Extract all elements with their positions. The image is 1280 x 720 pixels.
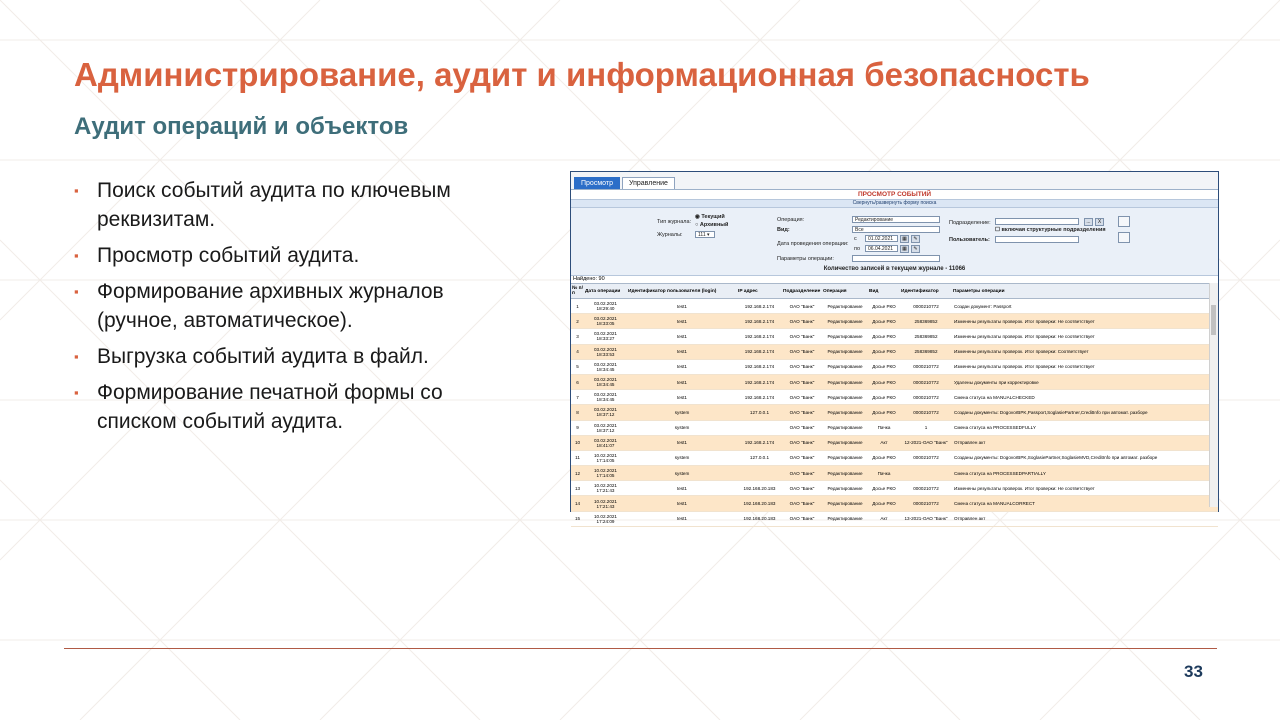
table-cell: ОАО "Банк" xyxy=(789,318,815,324)
table-cell: Досье РКО xyxy=(872,455,896,461)
table-cell: 8 xyxy=(576,409,579,415)
journals-select[interactable]: 111 ▾ xyxy=(695,231,715,238)
found-count: Найдено: 90 xyxy=(571,276,1218,283)
table-cell: Редактирование xyxy=(827,470,863,476)
cell-date: 03.02.2021 xyxy=(594,422,617,428)
table-cell: 192.168.2.174 xyxy=(744,333,775,339)
table-cell: 192.168.2.174 xyxy=(744,318,775,324)
table-cell xyxy=(584,392,627,402)
table-cell: 258369852 xyxy=(914,333,938,339)
cell-time: 17:14:05 xyxy=(596,457,615,463)
table-cell: Досье РКО xyxy=(872,485,896,491)
table-row[interactable] xyxy=(571,405,1218,420)
column-header[interactable]: Подразделение xyxy=(783,288,821,294)
table-cell: 192.168.20.183 xyxy=(743,485,776,491)
table-cell: ОАО "Банк" xyxy=(789,364,815,370)
table-cell: 258369852 xyxy=(914,318,938,324)
journals-label: Журналы: xyxy=(657,232,683,238)
cell-date: 03.02.2021 xyxy=(594,437,617,443)
table-cell: 192.168.2.174 xyxy=(744,303,775,309)
table-cell: Акт xyxy=(880,516,888,522)
kind-select[interactable]: Все xyxy=(852,226,940,233)
table-row[interactable] xyxy=(571,436,1218,451)
table-cell: 127.0.0.1 xyxy=(749,409,770,415)
table-cell: ОАО "Банк" xyxy=(789,516,815,522)
params-input[interactable] xyxy=(852,255,940,262)
search-form xyxy=(571,208,1218,276)
table-cell: Досье РКО xyxy=(872,303,896,309)
table-cell: Досье РКО xyxy=(872,409,896,415)
table-cell: test1 xyxy=(677,440,687,446)
cell-date: 03.02.2021 xyxy=(594,407,617,413)
column-header[interactable]: Дата операции xyxy=(585,288,621,294)
division-label: Подразделение: xyxy=(949,220,991,226)
table-cell: Изменены результаты проверок. Итог проверки: Соответствует xyxy=(954,349,1089,355)
cell-time: 18:37:12 xyxy=(596,412,615,418)
search-icon[interactable] xyxy=(1118,216,1130,227)
bullet-marker-icon: ▪ xyxy=(74,248,79,263)
table-cell: ОАО "Банк" xyxy=(789,303,815,309)
table-cell: 4 xyxy=(576,349,579,355)
table-cell: 0000210772 xyxy=(913,394,939,400)
division-input[interactable] xyxy=(995,218,1079,225)
cell-time: 17:21:43 xyxy=(596,488,615,494)
cell-date: 10.02.2021 xyxy=(594,483,617,489)
table-cell: system xyxy=(674,470,690,476)
table-cell: 12 xyxy=(574,470,581,476)
cell-time: 18:41:07 xyxy=(596,442,615,448)
cell-time: 18:33:53 xyxy=(596,351,615,357)
table-cell: Редактирование xyxy=(827,303,863,309)
table-cell: Редактирование xyxy=(827,318,863,324)
cell-time: 17:24:09 xyxy=(596,518,615,524)
table-cell: test1 xyxy=(677,333,687,339)
cell-time: 18:34:45 xyxy=(596,366,615,372)
journal-type-label: Тип журнала: xyxy=(657,219,692,225)
print-icon[interactable] xyxy=(1118,232,1130,243)
bullet-item: ▪ Формирование архивных журналов (ручное, автоматическое). xyxy=(74,277,524,335)
table-cell: 10 xyxy=(574,440,581,446)
user-select[interactable] xyxy=(995,236,1079,243)
column-header[interactable]: Идентификатор xyxy=(901,288,939,294)
table-cell: ОАО "Банк" xyxy=(789,470,815,476)
table-cell: 0000210772 xyxy=(913,303,939,309)
table-row[interactable] xyxy=(571,360,1218,375)
slide-title: Администрирование, аудит и информационная безопасность xyxy=(74,56,1090,93)
table-cell: 13 xyxy=(574,485,581,491)
table-cell xyxy=(584,453,627,463)
bullet-item: ▪ Поиск событий аудита по ключевым реквизитам. xyxy=(74,176,524,234)
table-cell: Отправлен акт xyxy=(954,440,986,446)
column-header[interactable]: № п/п xyxy=(572,286,583,296)
events-table xyxy=(571,283,1218,524)
table-cell: ОАО "Банк" xyxy=(789,440,815,446)
page-number: 33 xyxy=(1184,662,1203,681)
bullet-item: ▪ Просмотр событий аудита. xyxy=(74,241,524,270)
column-header[interactable]: Операция xyxy=(823,288,847,294)
table-cell: 192.168.2.174 xyxy=(744,440,775,446)
table-cell: ОАО "Банк" xyxy=(789,455,815,461)
table-cell: 1 xyxy=(576,303,579,309)
date-label: Дата проведения операции: xyxy=(777,241,849,247)
table-cell: test1 xyxy=(677,364,687,370)
audit-app-screenshot xyxy=(570,171,1219,524)
date-to-input[interactable]: 06.04.2021 xyxy=(865,245,898,252)
column-header[interactable]: Идентификатор пользователя (login) xyxy=(628,288,717,294)
table-cell xyxy=(584,407,627,417)
table-cell: Редактирование xyxy=(827,409,863,415)
collapse-search-form-link[interactable]: Свернуть/развернуть форму поиска xyxy=(571,199,1218,208)
table-cell: Удалены документы при корректировке xyxy=(954,379,1039,385)
table-scrollbar[interactable] xyxy=(1209,283,1218,507)
table-cell xyxy=(584,301,627,311)
slide-subtitle: Аудит операций и объектов xyxy=(74,113,409,140)
table-row[interactable] xyxy=(571,299,1218,314)
table-cell: Смена статуса на PROCESSEDPARTIALLY xyxy=(954,470,1046,476)
table-cell: test1 xyxy=(677,379,687,385)
table-cell: Досье РКО xyxy=(872,333,896,339)
table-cell xyxy=(584,423,627,433)
table-row[interactable] xyxy=(571,512,1218,527)
table-cell: 14 xyxy=(574,501,581,507)
column-header[interactable]: IP адрес xyxy=(738,288,758,294)
table-cell: 6 xyxy=(576,379,579,385)
cell-time: 17:14:05 xyxy=(596,473,615,479)
table-cell: Редактирование xyxy=(827,364,863,370)
table-cell xyxy=(584,499,627,509)
table-cell xyxy=(584,468,627,478)
table-cell xyxy=(584,316,627,326)
table-cell: Редактирование xyxy=(827,501,863,507)
table-cell: 0000210772 xyxy=(913,485,939,491)
table-cell: Пачка xyxy=(877,470,891,476)
table-cell: 7 xyxy=(576,394,579,400)
table-cell: 0000210772 xyxy=(913,409,939,415)
cell-date: 03.02.2021 xyxy=(594,377,617,383)
user-label: Пользователь: xyxy=(949,237,990,243)
table-cell: Редактирование xyxy=(827,440,863,446)
table-cell xyxy=(584,377,627,387)
cell-time: 18:33:27 xyxy=(596,336,615,342)
table-cell: Смена статуса на PROCESSEDFULLY xyxy=(954,425,1036,431)
bullet-marker-icon: ▪ xyxy=(74,183,79,198)
table-cell: 192.168.2.174 xyxy=(744,364,775,370)
table-cell: Изменены результаты проверок. Итог проверки: Не соответствует xyxy=(954,318,1095,324)
table-cell: 0000210772 xyxy=(913,379,939,385)
cell-date: 03.02.2021 xyxy=(594,301,617,307)
table-cell: Созданы документы: DogovorBPK,Passport,SoglasiePartner,CreditInfo при автомат. разборе xyxy=(954,409,1148,415)
table-cell: ОАО "Банк" xyxy=(789,349,815,355)
column-header[interactable]: Параметры операции xyxy=(953,288,1005,294)
cell-date: 03.02.2021 xyxy=(594,316,617,322)
table-cell xyxy=(584,347,627,357)
table-row[interactable] xyxy=(571,314,1218,329)
checkbox-icon: ☐ xyxy=(995,227,1000,233)
table-cell: test1 xyxy=(677,394,687,400)
table-cell: Отправлен акт xyxy=(954,516,986,522)
table-cell: Изменены результаты проверок. Итог проверки: Не соответствует xyxy=(954,333,1095,339)
table-cell xyxy=(584,331,627,341)
table-cell: Созданы документы: DogovorBPK,SoglasiePartner,SoglasieMVD,CreditInfo при автомат. разборе xyxy=(954,455,1158,461)
cell-date: 03.02.2021 xyxy=(594,331,617,337)
cell-date: 03.02.2021 xyxy=(594,346,617,352)
table-cell: ОАО "Банк" xyxy=(789,485,815,491)
table-cell: ОАО "Банк" xyxy=(789,394,815,400)
bullet-marker-icon: ▪ xyxy=(74,349,79,364)
include-sub-checkbox[interactable]: ☐ включая структурные подразделения xyxy=(995,227,1106,233)
table-cell: Редактирование xyxy=(827,333,863,339)
app-page-title: ПРОСМОТР СОБЫТИЙ xyxy=(571,190,1218,199)
table-cell: ОАО "Банк" xyxy=(789,379,815,385)
date-from-label: с xyxy=(854,236,857,242)
table-cell: test1 xyxy=(677,318,687,324)
table-cell: Создан документ: Passport xyxy=(954,303,1012,309)
table-row[interactable] xyxy=(571,345,1218,360)
table-cell xyxy=(584,483,627,493)
division-more-button[interactable]: ... xyxy=(1084,218,1093,226)
table-cell: 11 xyxy=(575,455,580,461)
table-cell: ОАО "Банк" xyxy=(789,409,815,415)
table-cell: 192.168.20.183 xyxy=(743,516,776,522)
table-cell: Смена статуса на MANUALCHECKED xyxy=(954,394,1035,400)
table-cell: Редактирование xyxy=(827,455,863,461)
table-cell: Пачка xyxy=(877,425,891,431)
cell-time: 18:33:05 xyxy=(596,321,615,327)
table-cell: Досье РКО xyxy=(872,364,896,370)
bullet-item: ▪ Выгрузка событий аудита в файл. xyxy=(74,342,524,371)
cell-date: 03.02.2021 xyxy=(594,361,617,367)
table-cell: test1 xyxy=(677,516,687,522)
table-cell: system xyxy=(674,425,690,431)
table-cell: test1 xyxy=(677,501,687,507)
table-row[interactable] xyxy=(571,466,1218,481)
table-cell: 0000210772 xyxy=(913,455,939,461)
operation-select[interactable]: Редактирование xyxy=(852,216,940,223)
table-cell: 0000210772 xyxy=(913,364,939,370)
cell-date: 10.02.2021 xyxy=(594,452,617,458)
table-cell: 5 xyxy=(576,364,579,370)
table-cell: 192.168.2.174 xyxy=(744,394,775,400)
kind-label: Вид: xyxy=(777,227,790,233)
table-cell: 192.168.2.174 xyxy=(744,379,775,385)
table-cell xyxy=(584,362,627,372)
calendar-icon[interactable]: ▦ xyxy=(900,245,909,253)
table-cell: system xyxy=(674,409,690,415)
date-to-label: по xyxy=(854,246,861,252)
table-cell: Изменены результаты проверок. Итог проверки: Не соответствует xyxy=(954,485,1095,491)
table-cell: Редактирование xyxy=(827,485,863,491)
table-cell: ОАО "Банк" xyxy=(789,425,815,431)
table-cell: Редактирование xyxy=(827,425,863,431)
footer-divider xyxy=(64,648,1217,649)
table-cell: Изменены результаты проверок. Итог проверки: Не соответствует xyxy=(954,364,1095,370)
radio-icon: ○ xyxy=(695,222,699,228)
table-row[interactable] xyxy=(571,329,1218,344)
cell-date: 10.02.2021 xyxy=(594,468,617,474)
table-cell: 13-2021-ОАО "Банк" xyxy=(904,516,948,522)
table-cell: 15 xyxy=(574,516,581,522)
table-row[interactable] xyxy=(571,451,1218,466)
division-clear-button[interactable]: X xyxy=(1095,218,1104,226)
table-cell xyxy=(584,514,627,524)
params-label: Параметры операции: xyxy=(777,256,834,262)
table-cell: Смена статуса на MANUALCORRECT xyxy=(954,501,1035,507)
table-cell: 258369852 xyxy=(914,349,938,355)
table-cell: ОАО "Банк" xyxy=(789,333,815,339)
table-row[interactable] xyxy=(571,421,1218,436)
table-cell: Досье РКО xyxy=(872,349,896,355)
table-cell: test1 xyxy=(677,485,687,491)
table-cell: Редактирование xyxy=(827,379,863,385)
radio-checked-icon: ◉ xyxy=(695,214,700,220)
table-cell: Редактирование xyxy=(827,349,863,355)
bullet-marker-icon: ▪ xyxy=(74,284,79,299)
table-cell: 192.168.2.174 xyxy=(744,349,775,355)
bullet-item: ▪ Формирование печатной формы со списком событий аудита. xyxy=(74,378,524,436)
table-row[interactable] xyxy=(571,481,1218,496)
table-cell: 3 xyxy=(576,333,579,339)
tab-view[interactable]: Просмотр xyxy=(574,177,620,189)
tab-manage[interactable]: Управление xyxy=(622,177,675,189)
journal-archive-radio[interactable]: ○ Архивный xyxy=(695,222,729,228)
table-cell: 127.0.0.1 xyxy=(749,455,770,461)
table-body xyxy=(571,299,1218,527)
table-header xyxy=(571,283,1218,299)
table-cell: system xyxy=(674,455,690,461)
table-cell xyxy=(584,438,627,448)
table-cell: 1 xyxy=(924,425,928,431)
table-cell: Досье РКО xyxy=(872,379,896,385)
column-header[interactable]: Вид xyxy=(869,288,879,294)
cell-time: 18:37:12 xyxy=(596,427,615,433)
table-cell: Досье РКО xyxy=(872,501,896,507)
table-cell: Досье РКО xyxy=(872,318,896,324)
table-row[interactable] xyxy=(571,390,1218,405)
cell-time: 18:29:40 xyxy=(596,306,615,312)
bullet-list xyxy=(74,176,524,443)
table-cell: 0000210772 xyxy=(913,501,939,507)
cell-time: 18:34:45 xyxy=(596,397,615,403)
table-cell: test1 xyxy=(677,303,687,309)
scrollbar-thumb[interactable] xyxy=(1211,305,1216,335)
table-cell: Редактирование xyxy=(827,394,863,400)
bullet-marker-icon: ▪ xyxy=(74,385,79,400)
table-row[interactable] xyxy=(571,496,1218,511)
journal-current-radio[interactable]: ◉ Текущий xyxy=(695,214,725,220)
cell-date: 10.02.2021 xyxy=(594,513,617,519)
cell-time: 18:34:45 xyxy=(596,382,615,388)
table-cell: 9 xyxy=(576,425,579,431)
table-cell: 192.168.20.183 xyxy=(743,501,776,507)
table-cell: test1 xyxy=(677,349,687,355)
table-cell: Акт xyxy=(880,440,888,446)
operation-label: Операция: xyxy=(777,217,805,223)
table-row[interactable] xyxy=(571,375,1218,390)
date-from-input[interactable]: 01.02.2021 xyxy=(865,235,898,242)
cell-date: 10.02.2021 xyxy=(594,498,617,504)
tab-bar xyxy=(571,172,1218,190)
table-cell: 2 xyxy=(576,318,579,324)
record-count: Количество записей в текущем журнале - 11066 xyxy=(823,266,966,272)
table-cell: 12-2021-ОАО "Банк" xyxy=(904,440,948,446)
clear-date-icon[interactable]: ✎ xyxy=(911,245,920,253)
table-cell: Досье РКО xyxy=(872,394,896,400)
clear-date-icon[interactable]: ✎ xyxy=(911,235,920,243)
cell-time: 17:21:43 xyxy=(596,503,615,509)
table-cell: Редактирование xyxy=(827,516,863,522)
table-cell: ОАО "Банк" xyxy=(789,501,815,507)
cell-date: 03.02.2021 xyxy=(594,392,617,398)
calendar-icon[interactable]: ▦ xyxy=(900,235,909,243)
